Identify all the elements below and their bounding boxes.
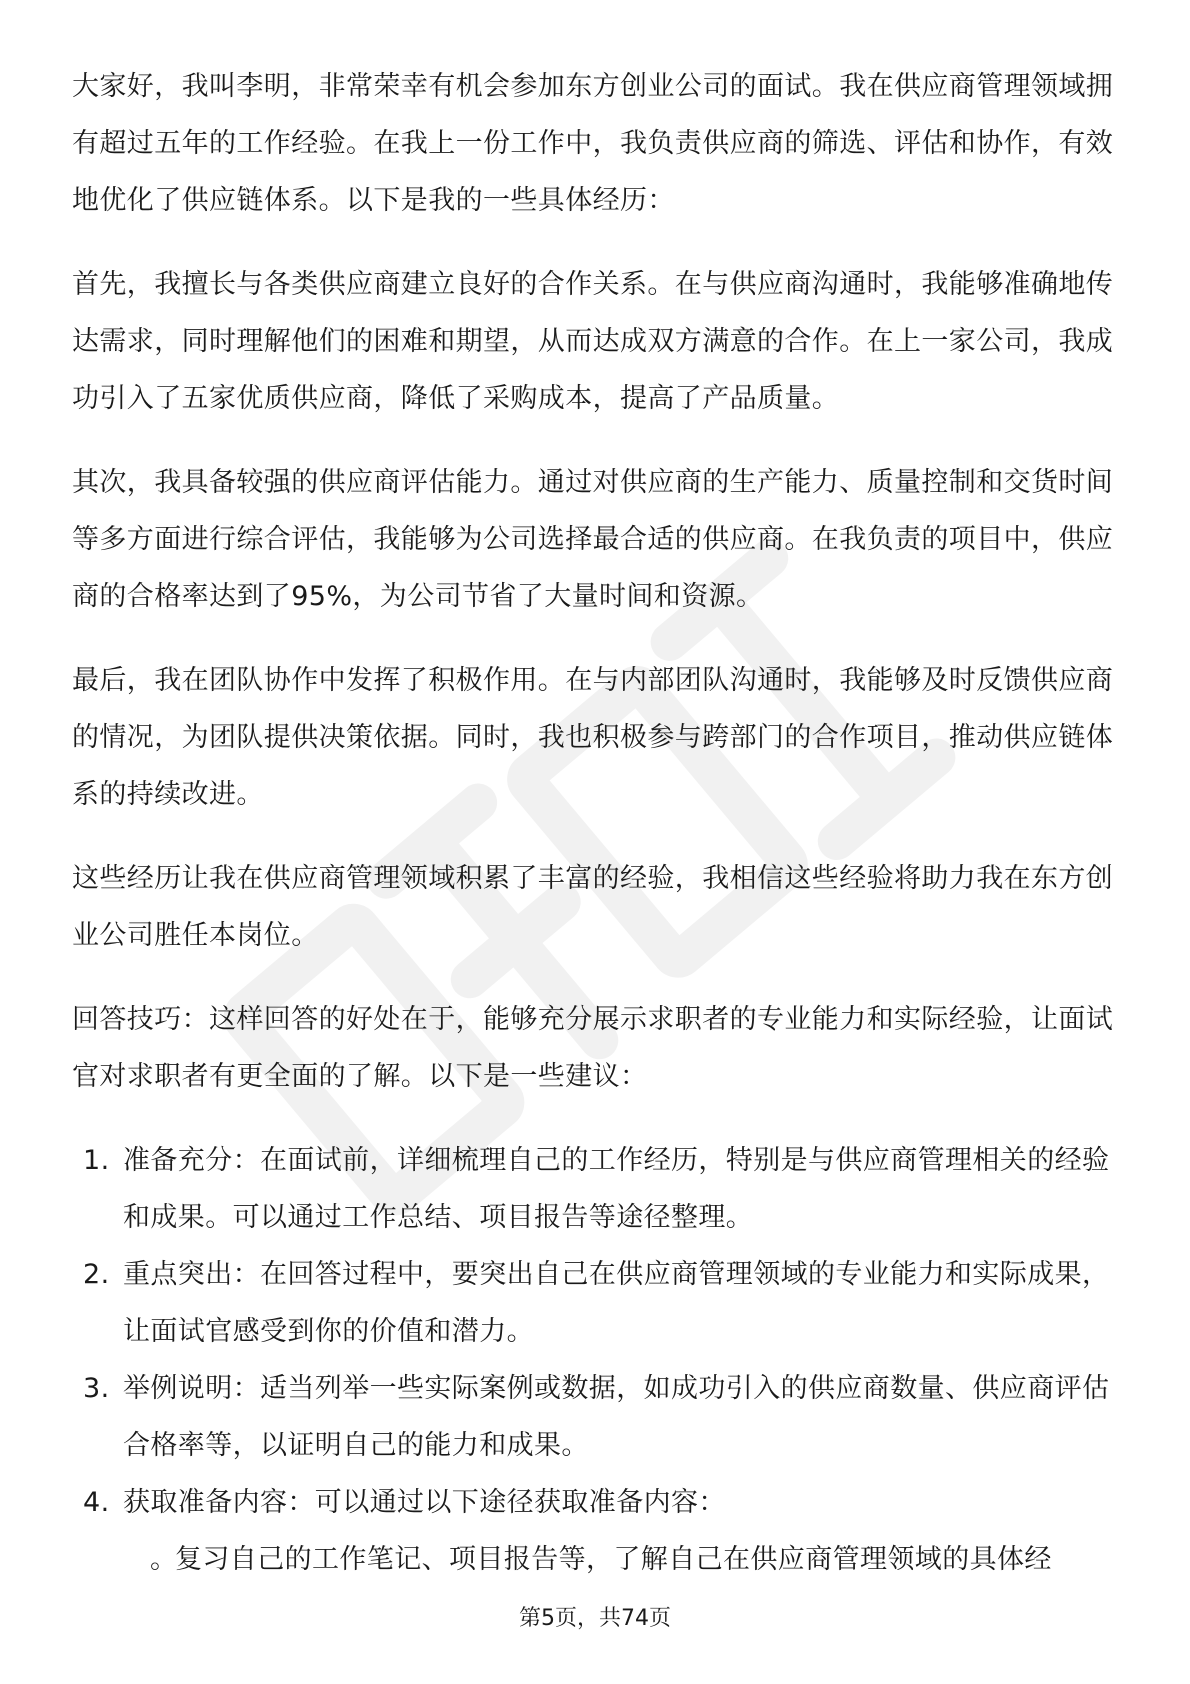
document-body: [72, 58, 1122, 1588]
list-number: 2.: [83, 1259, 110, 1290]
paragraph-last: 最后，我在团队协作中发挥了积极作用。在与内部团队沟通时，我能够及时反馈供应商的情况，为团队提供决策依据。同时，我也积极参与跨部门的合作项目，推动供应链体系的持续改进。: [72, 665, 1114, 810]
paragraph-intro: 大家好，我叫李明，非常荣幸有机会参加东方创业公司的面试。我在供应商管理领域拥有超过五年的工作经验。在我上一份工作中，我负责供应商的筛选、评估和协作，有效地优化了供应链体系。以下是我的一些具体经历：: [72, 71, 1114, 216]
sub-list-text: 复习自己的工作笔记、项目报告等，了解自己在供应商管理领域的具体经: [175, 1544, 1052, 1575]
paragraph-second: 其次，我具备较强的供应商评估能力。通过对供应商的生产能力、质量控制和交货时间等多方面进行综合评估，我能够为公司选择最合适的供应商。在我负责的项目中，供应商的合格率达到了95%，为公司节省了大量时间和资源。: [72, 467, 1114, 612]
list-item: [72, 1132, 1122, 1246]
tips-list: [72, 1132, 1122, 1531]
list-text: 举例说明：适当列举一些实际案例或数据，如成功引入的供应商数量、供应商评估合格率等，以证明自己的能力和成果。: [123, 1373, 1110, 1461]
list-number: 1.: [83, 1145, 110, 1176]
list-item: [72, 1246, 1122, 1360]
list-item: [72, 1474, 1122, 1531]
paragraph-summary: 这些经历让我在供应商管理领域积累了丰富的经验，我相信这些经验将助力我在东方创业公司胜任本岗位。: [72, 863, 1114, 951]
list-number: 4.: [83, 1487, 110, 1518]
list-number: 3.: [83, 1373, 110, 1404]
list-item: [72, 1360, 1122, 1474]
list-text: 获取准备内容：可以通过以下途径获取准备内容：: [123, 1487, 726, 1518]
sub-list: [72, 1531, 1122, 1588]
sub-bullet: 。: [150, 1544, 178, 1575]
paragraph-tips: 回答技巧：这样回答的好处在于，能够充分展示求职者的专业能力和实际经验，让面试官对求职者有更全面的了解。以下是一些建议：: [72, 1004, 1114, 1092]
list-text: 重点突出：在回答过程中，要突出自己在供应商管理领域的专业能力和实际成果，让面试官感受到你的价值和潜力。: [123, 1259, 1110, 1347]
list-text: 准备充分：在面试前，详细梳理自己的工作经历，特别是与供应商管理相关的经验和成果。可以通过工作总结、项目报告等途径整理。: [123, 1145, 1110, 1233]
paragraph-first: 首先，我擅长与各类供应商建立良好的合作关系。在与供应商沟通时，我能够准确地传达需求，同时理解他们的困难和期望，从而达成双方满意的合作。在上一家公司，我成功引入了五家优质供应商，降低了采购成本，提高了产品质量。: [72, 269, 1114, 414]
page-footer: 第5页，共74页: [519, 1606, 671, 1631]
sub-list-item: [72, 1531, 1122, 1588]
